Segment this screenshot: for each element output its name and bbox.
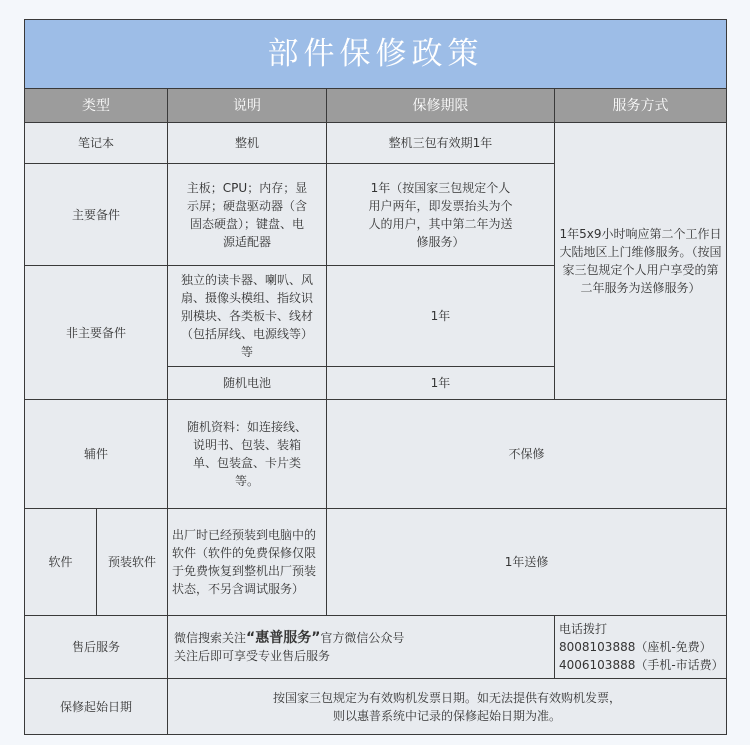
warranty-start-line1: 按国家三包规定为有效购机发票日期。如无法提供有效购机发票， xyxy=(273,690,622,705)
warranty-start-desc xyxy=(168,679,727,735)
desc-accessories: 随机资料：如连接线、说明书、包装、装箱单、包装盒、卡片类等。 xyxy=(168,400,327,509)
warranty-policy-sheet xyxy=(24,19,726,733)
header-type: 类型 xyxy=(25,89,168,123)
after-sales-wechat-line2: 关注后即可享受专业售后服务 xyxy=(174,649,331,663)
wechat-suffix: 官方微信公众号 xyxy=(320,631,405,645)
type-main-parts: 主要备件 xyxy=(25,164,168,266)
after-sales-wechat-line1 xyxy=(174,629,548,647)
header-description: 说明 xyxy=(168,89,327,123)
period-notebook: 整机三包有效期1年 xyxy=(327,123,555,164)
period-accessories: 不保修 xyxy=(327,400,727,509)
type-notebook: 笔记本 xyxy=(25,123,168,164)
type-after-sales: 售后服务 xyxy=(25,616,168,679)
after-sales-wechat xyxy=(168,616,555,679)
header-service-method: 服务方式 xyxy=(555,89,727,123)
desc-battery: 随机电池 xyxy=(168,367,327,400)
desc-minor-parts: 独立的读卡器、喇叭、风扇、摄像头模组、指纹识别模块、各类板卡、线材（包括屏线、电源线等）等 xyxy=(168,266,327,367)
desc-software: 出厂时已经预装到电脑中的软件（软件的免费保修仅限于免费恢复到整机出厂预装状态，不另含调试服务） xyxy=(168,509,327,616)
period-main-parts: 1年（按国家三包规定个人用户两年，即发票抬头为个人的用户，其中第二年为送修服务） xyxy=(327,164,555,266)
type-warranty-start: 保修起始日期 xyxy=(25,679,168,735)
type-accessories: 辅件 xyxy=(25,400,168,509)
desc-notebook: 整机 xyxy=(168,123,327,164)
subtype-preinstalled-software: 预装软件 xyxy=(97,509,168,616)
warranty-table xyxy=(24,19,727,735)
period-battery: 1年 xyxy=(327,367,555,400)
type-minor-parts: 非主要备件 xyxy=(25,266,168,400)
brand-hp-service: “惠普服务” xyxy=(246,630,321,646)
period-minor-parts: 1年 xyxy=(327,266,555,367)
after-sales-phone xyxy=(555,616,727,679)
desc-main-parts: 主板；CPU；内存；显示屏；硬盘驱动器（含固态硬盘）；键盘、电源适配器 xyxy=(168,164,327,266)
warranty-start-line2: 则以惠普系统中记录的保修起始日期为准。 xyxy=(333,708,562,723)
type-software: 软件 xyxy=(25,509,97,616)
wechat-prefix: 微信搜索关注 xyxy=(174,631,247,645)
phone-title: 电话拨打 xyxy=(559,622,608,636)
page-title: 部件保修政策 xyxy=(25,20,727,89)
phone-mobile: 4006103888（手机-市话费） xyxy=(559,658,724,672)
period-software: 1年送修 xyxy=(327,509,727,616)
header-warranty-period: 保修期限 xyxy=(327,89,555,123)
service-method: 1年5x9小时响应第二个工作日大陆地区上门维修服务。（按国家三包规定个人用户享受的第二年服务为送修服务） xyxy=(555,123,727,400)
phone-landline: 8008103888（座机-免费） xyxy=(559,640,712,654)
